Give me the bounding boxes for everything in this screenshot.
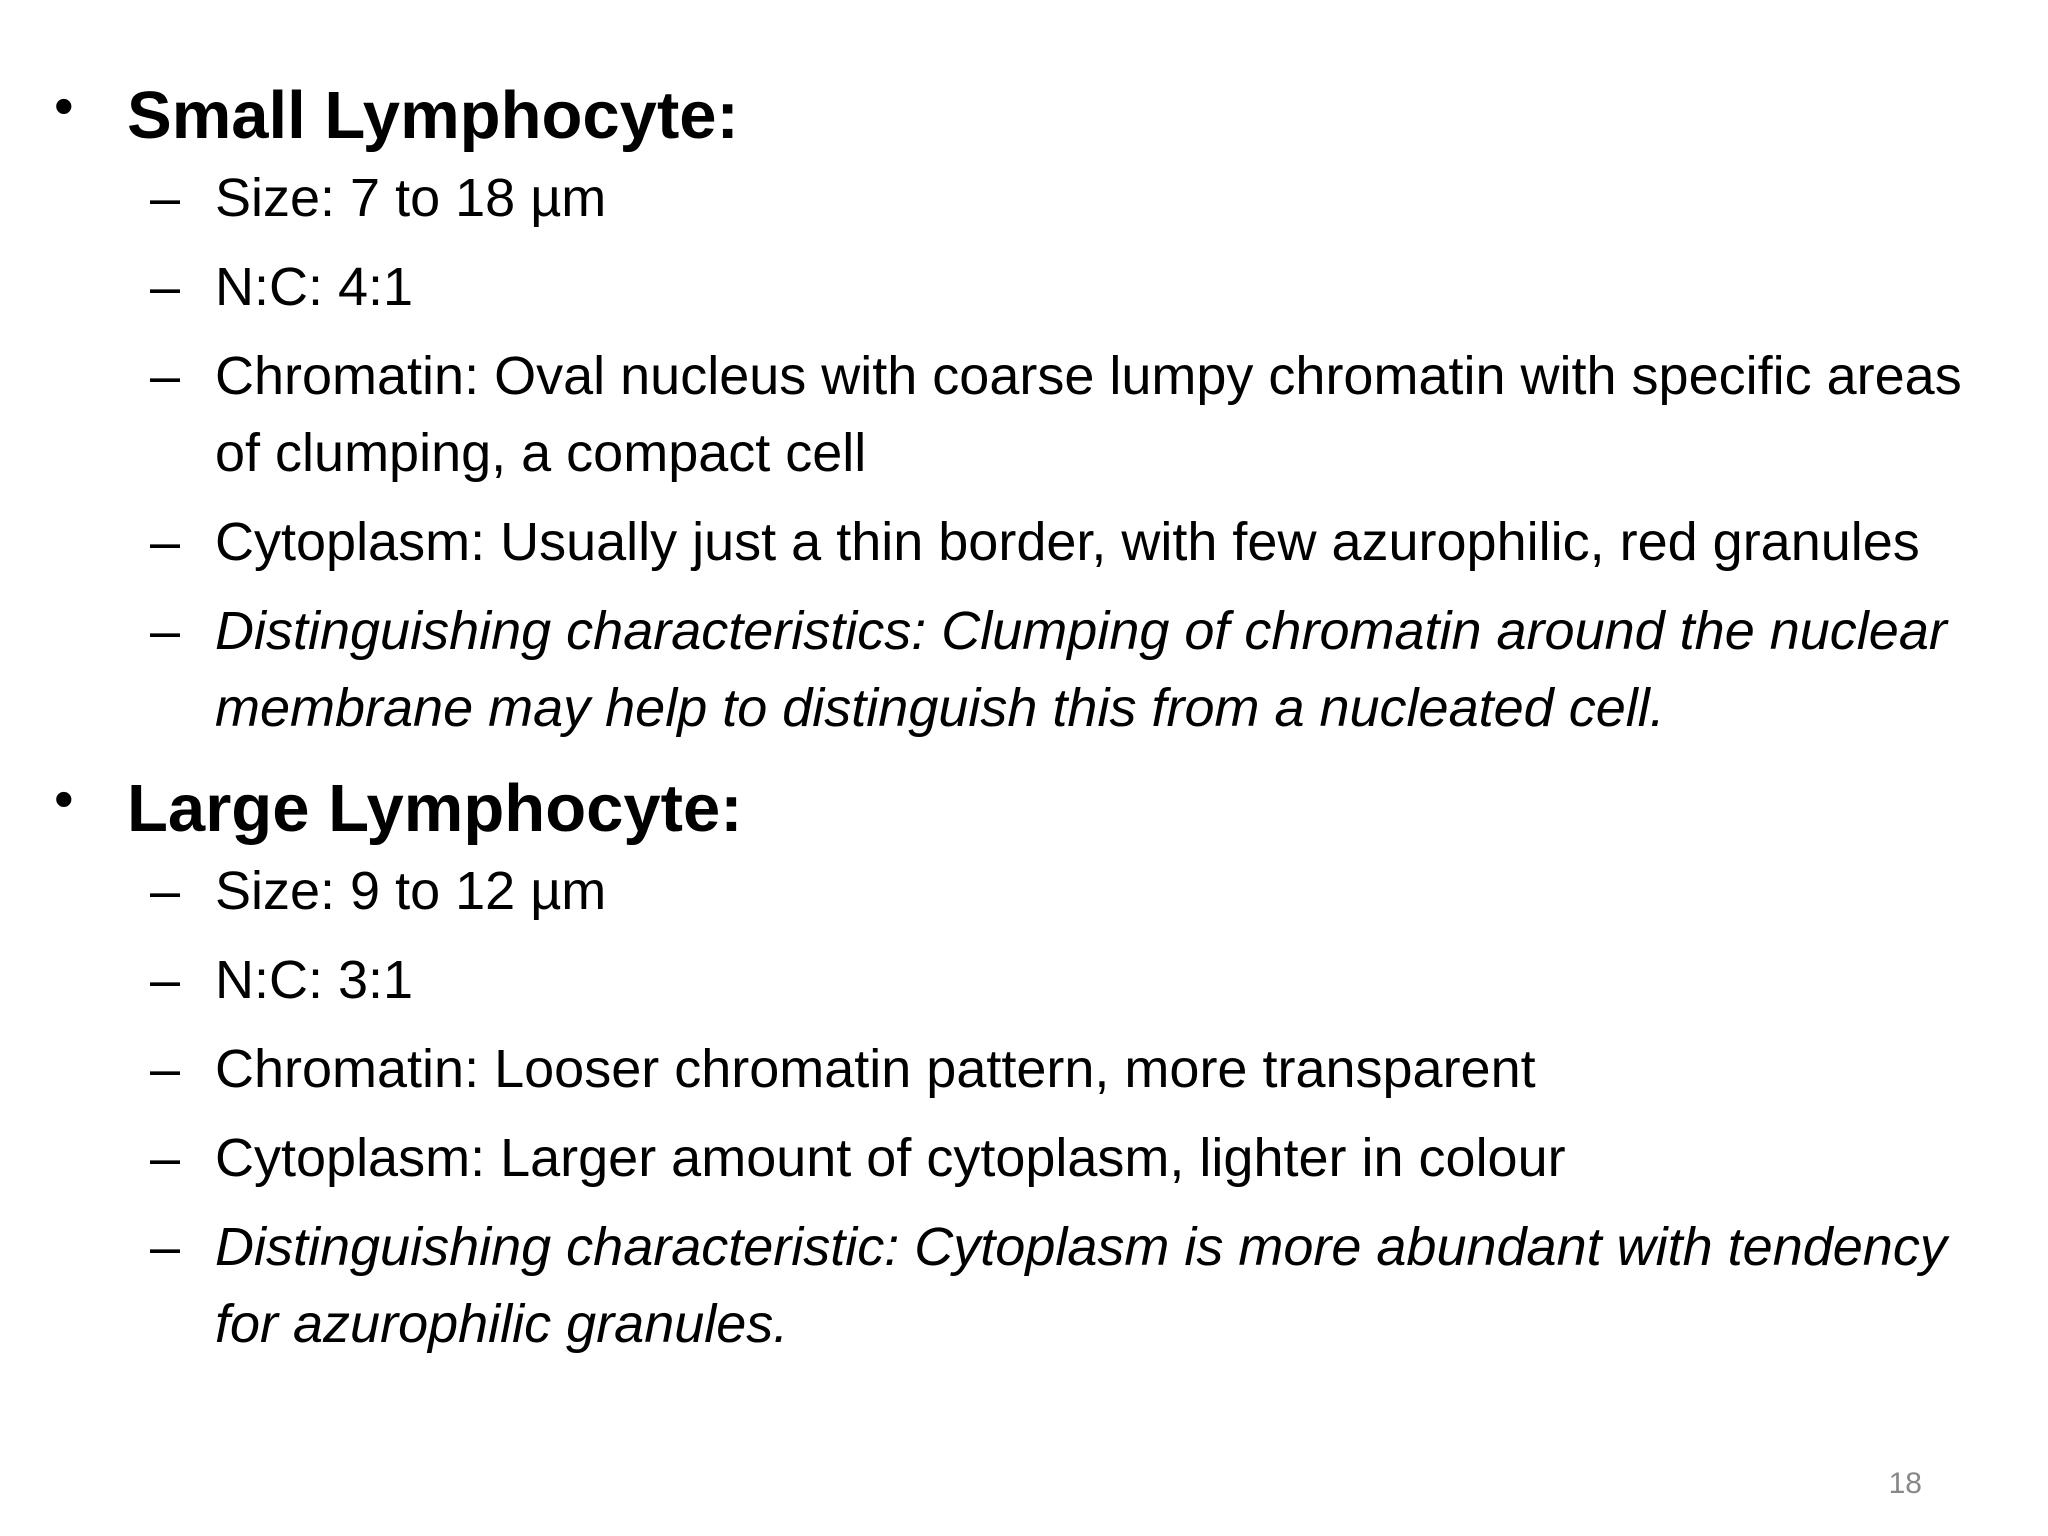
list-item — [0, 1031, 2048, 1108]
dash-icon: – — [150, 1039, 181, 1099]
dash-icon: – — [150, 1128, 181, 1188]
section-heading: Small Lymphocyte: — [127, 78, 739, 153]
dash-icon: – — [150, 512, 181, 572]
list-item — [0, 160, 2048, 237]
list-item — [0, 1209, 2048, 1363]
list-item — [0, 504, 2048, 581]
section-heading: Large Lymphocyte: — [127, 771, 743, 846]
bullet-heading-row — [0, 765, 2048, 853]
item-text: Chromatin: Oval nucleus with coarse lumpy chromatin with specific areas of clumping, a compact cell — [215, 346, 1962, 483]
list-item — [0, 853, 2048, 930]
item-text: Chromatin: Looser chromatin pattern, more transparent — [215, 1039, 1536, 1099]
item-text: Size: 9 to 12 µm — [215, 861, 607, 921]
dash-icon: – — [150, 950, 181, 1010]
page-number: 18 — [1888, 1467, 1922, 1500]
item-text: Distinguishing characteristics: Clumping of chromatin around the nuclear membrane may help to distinguish this from a nucleated cell. — [215, 601, 1947, 738]
item-text: Cytoplasm: Usually just a thin border, with few azurophilic, red granules — [215, 512, 1920, 572]
bullet-heading-row — [0, 72, 2048, 160]
item-text: N:C: 4:1 — [215, 257, 414, 317]
dash-icon: – — [150, 168, 181, 228]
list-item — [0, 1120, 2048, 1197]
item-text: N:C: 3:1 — [215, 950, 414, 1010]
bullet-icon: • — [54, 74, 74, 137]
dash-icon: – — [150, 861, 181, 921]
bullet-icon: • — [54, 767, 74, 830]
item-text: Size: 7 to 18 µm — [215, 168, 607, 228]
list-item — [0, 942, 2048, 1019]
section-small-lymphocyte — [0, 72, 2048, 747]
item-text: Distinguishing characteristic: Cytoplasm is more abundant with tendency for azurophilic granules. — [215, 1217, 1947, 1354]
item-text: Cytoplasm: Larger amount of cytoplasm, lighter in colour — [215, 1128, 1566, 1188]
list-item — [0, 593, 2048, 747]
dash-icon: – — [150, 601, 181, 661]
dash-icon: – — [150, 1217, 181, 1277]
list-item — [0, 249, 2048, 326]
list-item — [0, 338, 2048, 492]
section-large-lymphocyte — [0, 765, 2048, 1363]
dash-icon: – — [150, 346, 181, 406]
dash-icon: – — [150, 257, 181, 317]
